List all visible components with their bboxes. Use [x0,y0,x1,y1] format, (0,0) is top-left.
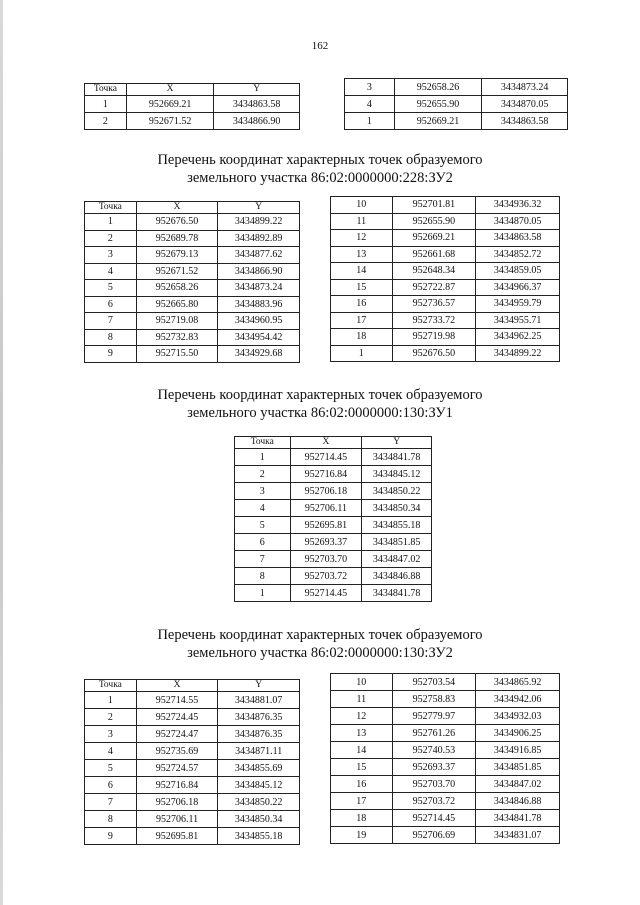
point-number-cell: 15 [331,279,393,296]
y-coordinate-cell: 3434936.32 [476,197,560,214]
table-row [345,113,568,130]
y-coordinate-cell: 3434954.42 [218,329,300,346]
table-row [345,79,568,96]
table-row [85,346,300,363]
table-row [85,743,300,760]
x-coordinate-cell: 952669.21 [392,230,476,247]
scan-binding-edge [0,0,3,905]
x-coordinate-cell: 952706.11 [290,500,362,517]
table-row [85,280,300,297]
coords-table-130-zu2-left [84,679,300,845]
x-coordinate-cell: 952733.72 [392,312,476,329]
table-row [331,246,560,263]
heading-line-2: земельного участка 86:02:0000000:228:ЗУ2 [187,170,453,186]
y-coordinate-cell: 3434851.85 [476,759,560,776]
table-header-row [85,202,300,214]
point-number-cell: 3 [85,247,137,264]
y-coordinate-cell: 3434855.18 [218,828,300,845]
y-coordinate-cell: 3434962.25 [476,329,560,346]
x-coordinate-cell: 952706.18 [290,483,362,500]
table-row [331,708,560,725]
x-coordinate-cell: 952722.87 [392,279,476,296]
table-row [85,96,300,113]
point-number-cell: 2 [235,466,291,483]
table-row [85,263,300,280]
point-number-cell: 6 [235,534,291,551]
x-coordinate-cell: 952648.34 [392,263,476,280]
y-coordinate-cell: 3434841.78 [362,449,432,466]
x-coordinate-cell: 952679.13 [136,247,218,264]
x-coordinate-cell: 952669.21 [394,113,482,130]
table-row [85,230,300,247]
y-coordinate-cell: 3434873.24 [482,79,568,96]
table-header-row [85,680,300,692]
y-coordinate-cell: 3434942.06 [476,691,560,708]
x-coordinate-cell: 952693.37 [290,534,362,551]
x-coordinate-cell: 952703.72 [392,793,476,810]
table-row [331,742,560,759]
table-row [235,551,432,568]
point-number-cell: 5 [85,280,137,297]
y-coordinate-cell: 3434855.18 [362,517,432,534]
table-row [85,777,300,794]
y-coordinate-cell: 3434831.07 [476,827,560,844]
x-coordinate-cell: 952735.69 [136,743,218,760]
point-number-cell: 8 [235,568,291,585]
coords-table-130-zu2-right [330,673,560,844]
y-coordinate-cell: 3434850.22 [218,794,300,811]
section-heading-130-zu1 [0,386,640,422]
x-column-header: X [126,84,214,96]
y-column-header: Y [362,437,432,449]
y-coordinate-cell: 3434845.12 [362,466,432,483]
x-coordinate-cell: 952714.45 [392,810,476,827]
x-coordinate-cell: 952658.26 [136,280,218,297]
table-row [331,197,560,214]
y-coordinate-cell: 3434932.03 [476,708,560,725]
x-column-header: X [290,437,362,449]
table-row [85,726,300,743]
point-number-cell: 12 [331,708,393,725]
x-coordinate-cell: 952779.97 [392,708,476,725]
point-number-cell: 8 [85,329,137,346]
y-coordinate-cell: 3434871.11 [218,743,300,760]
y-coordinate-cell: 3434846.88 [362,568,432,585]
point-number-cell: 16 [331,776,393,793]
table-row [85,692,300,709]
point-number-cell: 2 [85,709,137,726]
point-number-cell: 1 [235,585,291,602]
table-row [85,113,300,130]
point-number-cell: 7 [235,551,291,568]
table-row [331,776,560,793]
y-coordinate-cell: 3434966.37 [476,279,560,296]
point-number-cell: 3 [85,726,137,743]
table-row [331,725,560,742]
x-coordinate-cell: 952655.90 [392,213,476,230]
x-coordinate-cell: 952695.81 [290,517,362,534]
y-coordinate-cell: 3434881.07 [218,692,300,709]
x-coordinate-cell: 952671.52 [136,263,218,280]
point-number-cell: 4 [345,96,395,113]
y-coordinate-cell: 3434870.05 [476,213,560,230]
x-coordinate-cell: 952758.83 [392,691,476,708]
heading-line-1: Перечень координат характерных точек образуемого [157,627,483,643]
y-coordinate-cell: 3434855.69 [218,760,300,777]
table-row [331,674,560,691]
y-coordinate-cell: 3434852.72 [476,246,560,263]
table-row [85,214,300,231]
x-coordinate-cell: 952719.98 [392,329,476,346]
point-number-cell: 16 [331,296,393,313]
table-row [85,811,300,828]
x-coordinate-cell: 952703.72 [290,568,362,585]
y-coordinate-cell: 3434863.58 [214,96,300,113]
table-row [235,500,432,517]
point-number-cell: 7 [85,313,137,330]
x-coordinate-cell: 952701.81 [392,197,476,214]
table-row [331,793,560,810]
y-coordinate-cell: 3434960.95 [218,313,300,330]
x-coordinate-cell: 952740.53 [392,742,476,759]
y-coordinate-cell: 3434841.78 [362,585,432,602]
table-row [235,568,432,585]
y-coordinate-cell: 3434841.78 [476,810,560,827]
y-coordinate-cell: 3434870.05 [482,96,568,113]
x-coordinate-cell: 952703.70 [290,551,362,568]
point-number-cell: 9 [85,346,137,363]
point-number-cell: 13 [331,725,393,742]
x-coordinate-cell: 952658.26 [394,79,482,96]
coords-table-cont-right [344,78,568,130]
table-row [235,534,432,551]
x-coordinate-cell: 952706.69 [392,827,476,844]
x-coordinate-cell: 952714.45 [290,585,362,602]
y-coordinate-cell: 3434959.79 [476,296,560,313]
y-column-header: Y [218,680,300,692]
point-number-cell: 10 [331,674,393,691]
y-coordinate-cell: 3434865.92 [476,674,560,691]
y-coordinate-cell: 3434863.58 [476,230,560,247]
point-column-header: Точка [85,84,127,96]
coords-table-130-zu1 [234,436,432,602]
y-coordinate-cell: 3434876.35 [218,709,300,726]
x-coordinate-cell: 952716.84 [290,466,362,483]
x-coordinate-cell: 952716.84 [136,777,218,794]
point-number-cell: 4 [85,743,137,760]
point-number-cell: 1 [85,96,127,113]
x-column-header: X [136,680,218,692]
y-coordinate-cell: 3434863.58 [482,113,568,130]
y-coordinate-cell: 3434906.25 [476,725,560,742]
x-coordinate-cell: 952671.52 [126,113,214,130]
x-coordinate-cell: 952761.26 [392,725,476,742]
point-number-cell: 11 [331,213,393,230]
point-number-cell: 9 [85,828,137,845]
point-column-header: Точка [85,202,137,214]
table-row [331,263,560,280]
table-row [235,449,432,466]
y-coordinate-cell: 3434899.22 [218,214,300,231]
x-coordinate-cell: 952695.81 [136,828,218,845]
x-coordinate-cell: 952655.90 [394,96,482,113]
y-coordinate-cell: 3434955.71 [476,312,560,329]
x-coordinate-cell: 952676.50 [392,345,476,362]
y-column-header: Y [214,84,300,96]
table-row [85,828,300,845]
point-number-cell: 3 [235,483,291,500]
x-column-header: X [136,202,218,214]
x-coordinate-cell: 952703.54 [392,674,476,691]
table-row [85,247,300,264]
y-column-header: Y [218,202,300,214]
x-coordinate-cell: 952724.47 [136,726,218,743]
point-number-cell: 19 [331,827,393,844]
x-coordinate-cell: 952719.08 [136,313,218,330]
point-number-cell: 7 [85,794,137,811]
table-row [235,585,432,602]
x-coordinate-cell: 952714.45 [290,449,362,466]
section-heading-228-zu2 [0,151,640,187]
x-coordinate-cell: 952703.70 [392,776,476,793]
y-coordinate-cell: 3434883.96 [218,296,300,313]
y-coordinate-cell: 3434866.90 [218,263,300,280]
x-coordinate-cell: 952669.21 [126,96,214,113]
table-header-row [85,84,300,96]
table-row [85,760,300,777]
y-coordinate-cell: 3434859.05 [476,263,560,280]
point-number-cell: 11 [331,691,393,708]
y-coordinate-cell: 3434892.89 [218,230,300,247]
point-number-cell: 17 [331,793,393,810]
point-number-cell: 12 [331,230,393,247]
x-coordinate-cell: 952706.11 [136,811,218,828]
point-number-cell: 1 [345,113,395,130]
table-row [331,345,560,362]
point-number-cell: 17 [331,312,393,329]
point-number-cell: 14 [331,742,393,759]
point-number-cell: 2 [85,113,127,130]
y-coordinate-cell: 3434916.85 [476,742,560,759]
table-row [85,313,300,330]
table-row [331,213,560,230]
table-row [331,329,560,346]
table-row [331,230,560,247]
point-number-cell: 15 [331,759,393,776]
x-coordinate-cell: 952693.37 [392,759,476,776]
table-row [331,759,560,776]
point-number-cell: 1 [85,214,137,231]
coords-table-228-zu2-left [84,201,300,363]
table-row [331,810,560,827]
point-number-cell: 1 [331,345,393,362]
y-coordinate-cell: 3434929.68 [218,346,300,363]
table-row [331,691,560,708]
y-coordinate-cell: 3434845.12 [218,777,300,794]
point-number-cell: 1 [235,449,291,466]
heading-line-2: земельного участка 86:02:0000000:130:ЗУ1 [187,405,453,421]
heading-line-2: земельного участка 86:02:0000000:130:ЗУ2 [187,645,453,661]
point-number-cell: 5 [235,517,291,534]
table-row [85,296,300,313]
table-row [331,279,560,296]
table-header-row [235,437,432,449]
point-number-cell: 4 [85,263,137,280]
point-column-header: Точка [235,437,291,449]
table-row [331,312,560,329]
x-coordinate-cell: 952732.83 [136,329,218,346]
table-row [235,517,432,534]
point-number-cell: 2 [85,230,137,247]
x-coordinate-cell: 952665.80 [136,296,218,313]
coords-table-228-zu2-right [330,196,560,362]
point-number-cell: 6 [85,296,137,313]
x-coordinate-cell: 952676.50 [136,214,218,231]
heading-line-1: Перечень координат характерных точек образуемого [157,387,483,403]
x-coordinate-cell: 952706.18 [136,794,218,811]
point-number-cell: 13 [331,246,393,263]
x-coordinate-cell: 952715.50 [136,346,218,363]
y-coordinate-cell: 3434846.88 [476,793,560,810]
x-coordinate-cell: 952736.57 [392,296,476,313]
y-coordinate-cell: 3434847.02 [476,776,560,793]
table-row [331,827,560,844]
section-heading-130-zu2 [0,626,640,662]
point-number-cell: 3 [345,79,395,96]
table-row [235,483,432,500]
y-coordinate-cell: 3434866.90 [214,113,300,130]
table-row [85,794,300,811]
x-coordinate-cell: 952724.57 [136,760,218,777]
y-coordinate-cell: 3434850.22 [362,483,432,500]
point-number-cell: 6 [85,777,137,794]
y-coordinate-cell: 3434873.24 [218,280,300,297]
x-coordinate-cell: 952689.78 [136,230,218,247]
table-row [85,709,300,726]
point-number-cell: 5 [85,760,137,777]
point-number-cell: 14 [331,263,393,280]
point-number-cell: 18 [331,810,393,827]
table-row [331,296,560,313]
table-row [85,329,300,346]
point-number-cell: 18 [331,329,393,346]
y-coordinate-cell: 3434850.34 [362,500,432,517]
y-coordinate-cell: 3434850.34 [218,811,300,828]
point-number-cell: 1 [85,692,137,709]
y-coordinate-cell: 3434899.22 [476,345,560,362]
y-coordinate-cell: 3434877.62 [218,247,300,264]
point-column-header: Точка [85,680,137,692]
coords-table-cont-left [84,83,300,130]
table-row [345,96,568,113]
y-coordinate-cell: 3434847.02 [362,551,432,568]
y-coordinate-cell: 3434876.35 [218,726,300,743]
table-row [235,466,432,483]
y-coordinate-cell: 3434851.85 [362,534,432,551]
heading-line-1: Перечень координат характерных точек образуемого [157,152,483,168]
point-number-cell: 8 [85,811,137,828]
point-number-cell: 10 [331,197,393,214]
x-coordinate-cell: 952724.45 [136,709,218,726]
page-number: 162 [311,40,329,52]
x-coordinate-cell: 952661.68 [392,246,476,263]
x-coordinate-cell: 952714.55 [136,692,218,709]
point-number-cell: 4 [235,500,291,517]
